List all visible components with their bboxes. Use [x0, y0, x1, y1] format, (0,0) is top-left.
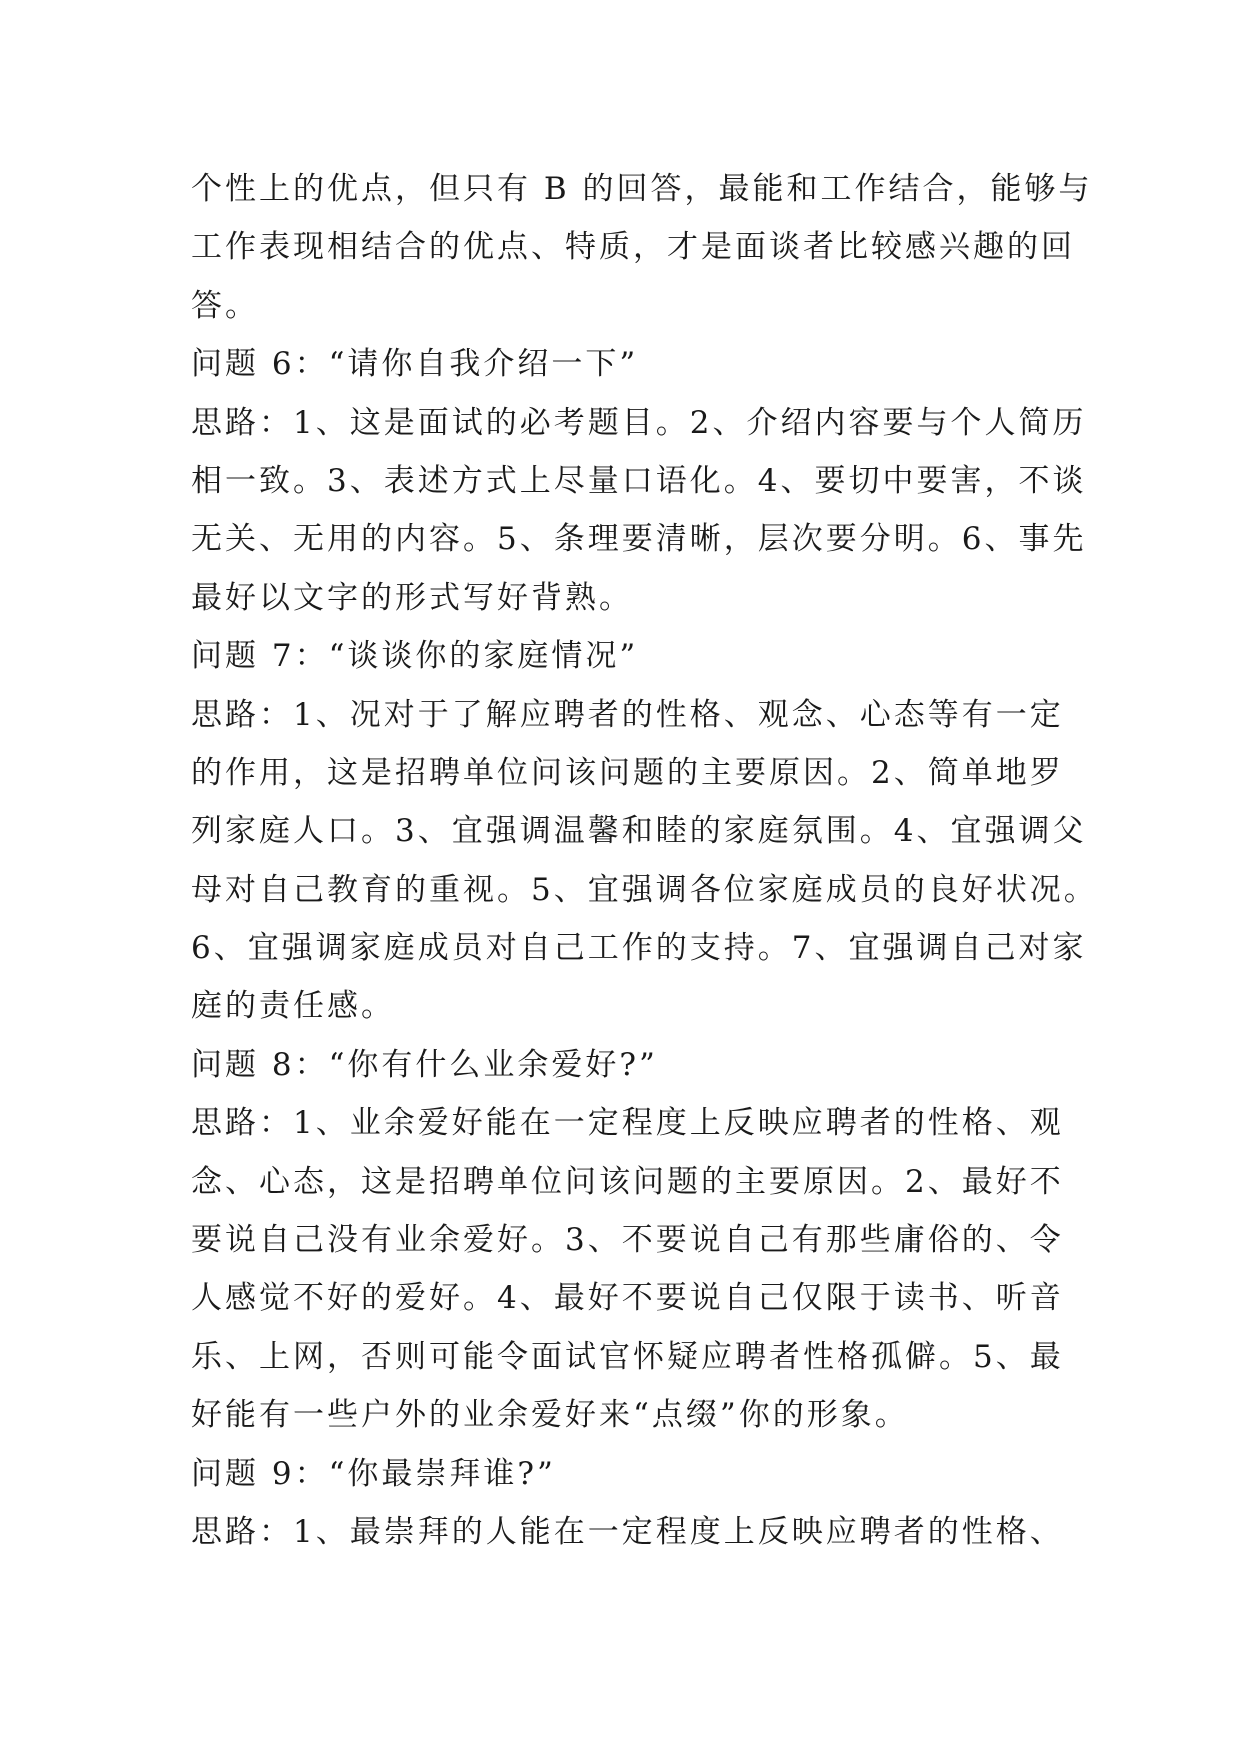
text-line: 答。 [191, 287, 259, 324]
text-line: 思路：1、业余爱好能在一定程度上反映应聘者的性格、观 [191, 1105, 1064, 1142]
text-line: 6、宜强调家庭成员对自己工作的支持。7、宜强调自己对家 [191, 930, 1087, 967]
text-line: 思路：1、这是面试的必考题目。2、介绍内容要与个人简历 [191, 404, 1087, 441]
text-line: 无关、无用的内容。5、条理要清晰，层次要分明。6、事先 [191, 521, 1087, 558]
question-heading: 问题 7：“谈谈你的家庭情况” [191, 638, 639, 675]
text-line: 工作表现相结合的优点、特质，才是面谈者比较感兴趣的回 [191, 229, 1075, 266]
text-line: 好能有一些户外的业余爱好来“点缀”你的形象。 [191, 1397, 909, 1434]
text-line: 最好以文字的形式写好背熟。 [191, 579, 633, 616]
text-line: 思路：1、况对于了解应聘者的性格、观念、心态等有一定 [191, 696, 1064, 733]
document-body [191, 160, 1098, 1561]
text-line: 乐、上网，否则可能令面试官怀疑应聘者性格孤僻。5、最 [191, 1338, 1064, 1375]
text-line: 列家庭人口。3、宜强调温馨和睦的家庭氛围。4、宜强调父 [191, 813, 1087, 850]
text-line: 庭的责任感。 [191, 988, 395, 1025]
question-heading: 问题 6：“请你自我介绍一下” [191, 346, 639, 383]
text-line: 思路：1、最崇拜的人能在一定程度上反映应聘者的性格、 [191, 1513, 1064, 1550]
text-line: 个性上的优点，但只有 B 的回答，最能和工作结合，能够与 [191, 171, 1093, 207]
text-line: 相一致。3、表述方式上尽量口语化。4、要切中要害，不谈 [191, 462, 1087, 499]
text-line: 的作用，这是招聘单位问该问题的主要原因。2、简单地罗 [191, 754, 1064, 791]
question-heading: 问题 9：“你最崇拜谁?” [191, 1455, 556, 1492]
text-line: 人感觉不好的爱好。4、最好不要说自己仅限于读书、听音 [191, 1280, 1064, 1317]
question-heading: 问题 8：“你有什么业余爱好?” [191, 1046, 658, 1083]
text-line: 要说自己没有业余爱好。3、不要说自己有那些庸俗的、令 [191, 1222, 1064, 1259]
text-line: 母对自己教育的重视。5、宜强调各位家庭成员的良好状况。 [191, 871, 1098, 908]
text-line: 念、心态，这是招聘单位问该问题的主要原因。2、最好不 [191, 1163, 1064, 1200]
